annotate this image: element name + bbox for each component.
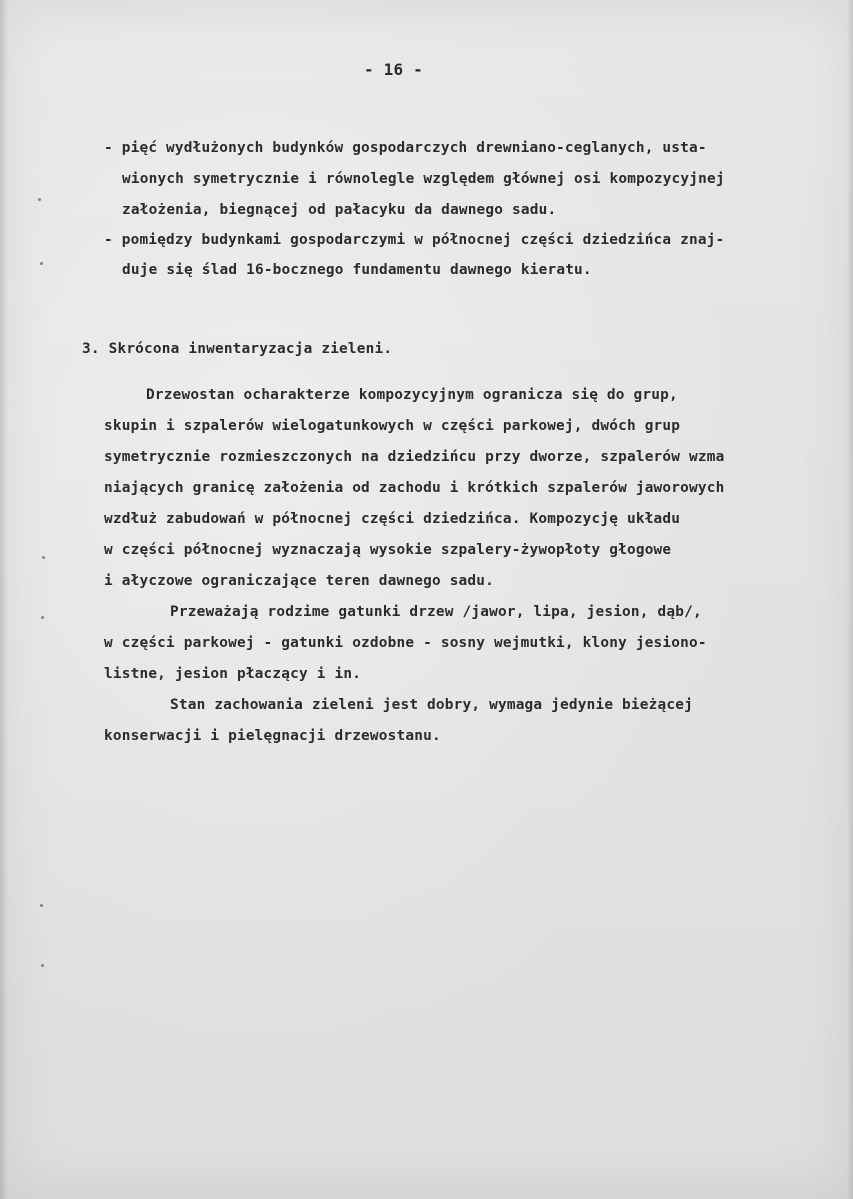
- paragraph-2-line-1: Przeważają rodzime gatunki drzew /jawor, lipa, jesion, dąb/,: [170, 604, 702, 620]
- bullet-2-line-1: - pomiędzy budynkami gospodarczymi w północnej części dziedzińca znaj-: [104, 232, 725, 248]
- paragraph-1-line-4: niających granicę założenia od zachodu i krótkich szpalerów jaworowych: [104, 480, 725, 496]
- bullet-1-line-1: - pięć wydłużonych budynków gospodarczych drewniano-ceglanych, usta-: [104, 140, 707, 156]
- paragraph-1-line-5: wzdłuż zabudowań w północnej części dziedzińca. Kompozycję układu: [104, 511, 681, 527]
- bullet-1-line-3: założenia, biegnącej od pałacyku da dawnego sadu.: [122, 202, 557, 218]
- paragraph-1-line-1: Drzewostan ocharakterze kompozycyjnym ogranicza się do grup,: [146, 387, 678, 403]
- bullet-1-line-2: wionych symetrycznie i równolegle względem głównej osi kompozycyjnej: [122, 171, 725, 187]
- margin-mark: [40, 262, 43, 265]
- margin-mark: [40, 904, 43, 907]
- paragraph-3-line-1: Stan zachowania zieleni jest dobry, wymaga jedynie bieżącej: [170, 697, 693, 713]
- paragraph-2-line-2: w części parkowej - gatunki ozdobne - sosny wejmutki, klony jesiono-: [104, 635, 707, 651]
- paragraph-2-line-3: listne, jesion płaczący i in.: [104, 666, 362, 682]
- paragraph-1-line-3: symetrycznie rozmieszczonych na dziedzińcu przy dworze, szpalerów wzma: [104, 449, 725, 465]
- paragraph-3-line-2: konserwacji i pielęgnacji drzewostanu.: [104, 728, 441, 744]
- margin-mark: [42, 556, 45, 559]
- bullet-2-line-2: duje się ślad 16-bocznego fundamentu dawnego kieratu.: [122, 262, 592, 278]
- margin-mark: [41, 964, 44, 967]
- section-heading: 3. Skrócona inwentaryzacja zieleni.: [82, 341, 393, 357]
- page-right-shadow: [847, 0, 853, 1199]
- page-left-shadow: [0, 0, 8, 1199]
- paragraph-1-line-7: i ałyczowe ograniczające teren dawnego sadu.: [104, 573, 495, 589]
- paragraph-1-line-2: skupin i szpalerów wielogatunkowych w części parkowej, dwóch grup: [104, 418, 681, 434]
- margin-mark: [38, 198, 41, 201]
- paragraph-1-line-6: w części północnej wyznaczają wysokie szpalery-żywopłoty głogowe: [104, 542, 672, 558]
- page-number: - 16 -: [364, 60, 423, 79]
- margin-mark: [41, 616, 44, 619]
